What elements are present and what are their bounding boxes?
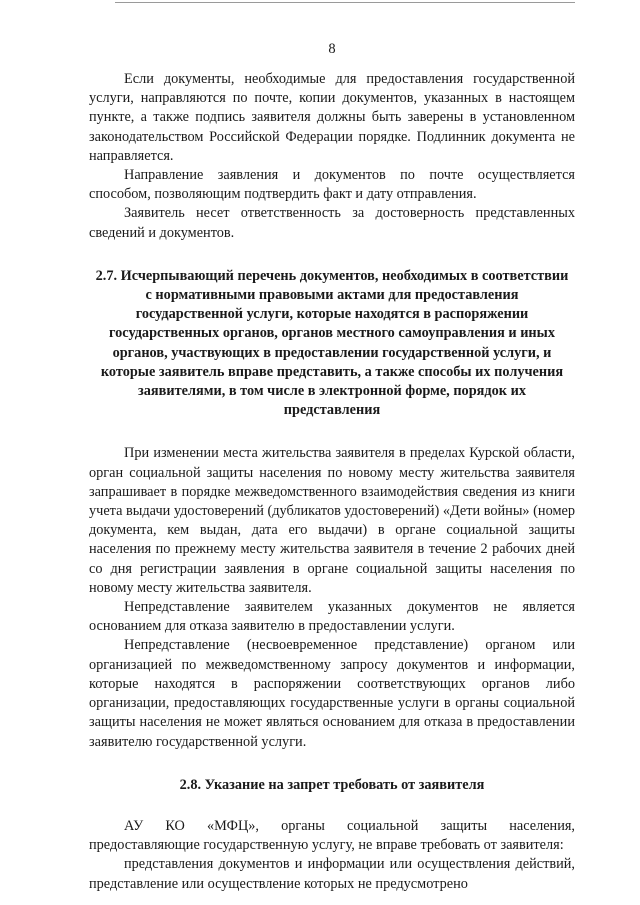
paragraph-mail-method: Направление заявления и документов по почте осуществляется способом, позволяющим подтвердить факт и дату отправления.	[89, 167, 575, 203]
paragraph-responsibility: Заявитель несет ответственность за достоверность представленных сведений и документов.	[89, 205, 575, 241]
document-page	[89, 40, 575, 894]
paragraph-mfc-prohibition: АУ КО «МФЦ», органы социальной защиты населения, предоставляющие государственную услугу, не вправе требовать от заявителя:	[89, 817, 575, 854]
page-number: 8	[328, 41, 336, 57]
paragraph-residence-change: При изменении места жительства заявителя в пределах Курской области, орган социальной защиты населения по новому месту жительства заявителя запрашивает в порядке межведомственного взаимодействия сведения из книги учета выдачи удостоверений (дубликатов удостоверений) «Дети войны» (номер документа, кем выдан, дата его выдачи) в органе социальной защиты населения по прежнему месту жительства заявителя в течение 2 рабочих дней со дня регистрации заявления в органе социальной защиты населения по новому месту жительства заявителя.	[89, 445, 575, 596]
paragraph-documents-actions: представления документов и информации или осуществления действий, представление или осуществление которых не предусмотрено	[89, 856, 575, 892]
paragraph-non-submission-applicant: Непредставление заявителем указанных документов не является основанием для отказа заявителю в предоставлении услуги.	[89, 599, 575, 635]
top-scan-rule	[115, 2, 575, 3]
paragraph-mail-copies: Если документы, необходимые для предоставления государственной услуги, направляются по почте, копии документов, указанных в настоящем пункте, а также подпись заявителя должны быть заверены в установленном законодательством Российской Федерации порядке. Подлинник документа не направляется.	[89, 71, 575, 164]
paragraph-non-submission-agency: Непредставление (несвоевременное представление) органом или организацией по межведомственному запросу документов и информации, которые находятся в распоряжении соответствующих органов либо организации, предоставляющих государственные услуги в органы социальной защиты населения не может являться основанием для отказа в предоставлении заявителю государственной услуги.	[89, 637, 575, 750]
section-2-8-heading: 2.8. Указание на запрет требовать от заявителя	[179, 776, 485, 793]
section-2-7-heading: 2.7. Исчерпывающий перечень документов, необходимых в соответствии с нормативными правовыми актами для предоставления государственной услуги, которые находятся в распоряжении государственных органов, органов местного самоуправления и иных органов, участвующих в предоставлении государственной услуги, и которые заявитель вправе представить, а также способы их получения заявителями, в том числе в электронной форме, порядок их представления	[95, 267, 569, 419]
